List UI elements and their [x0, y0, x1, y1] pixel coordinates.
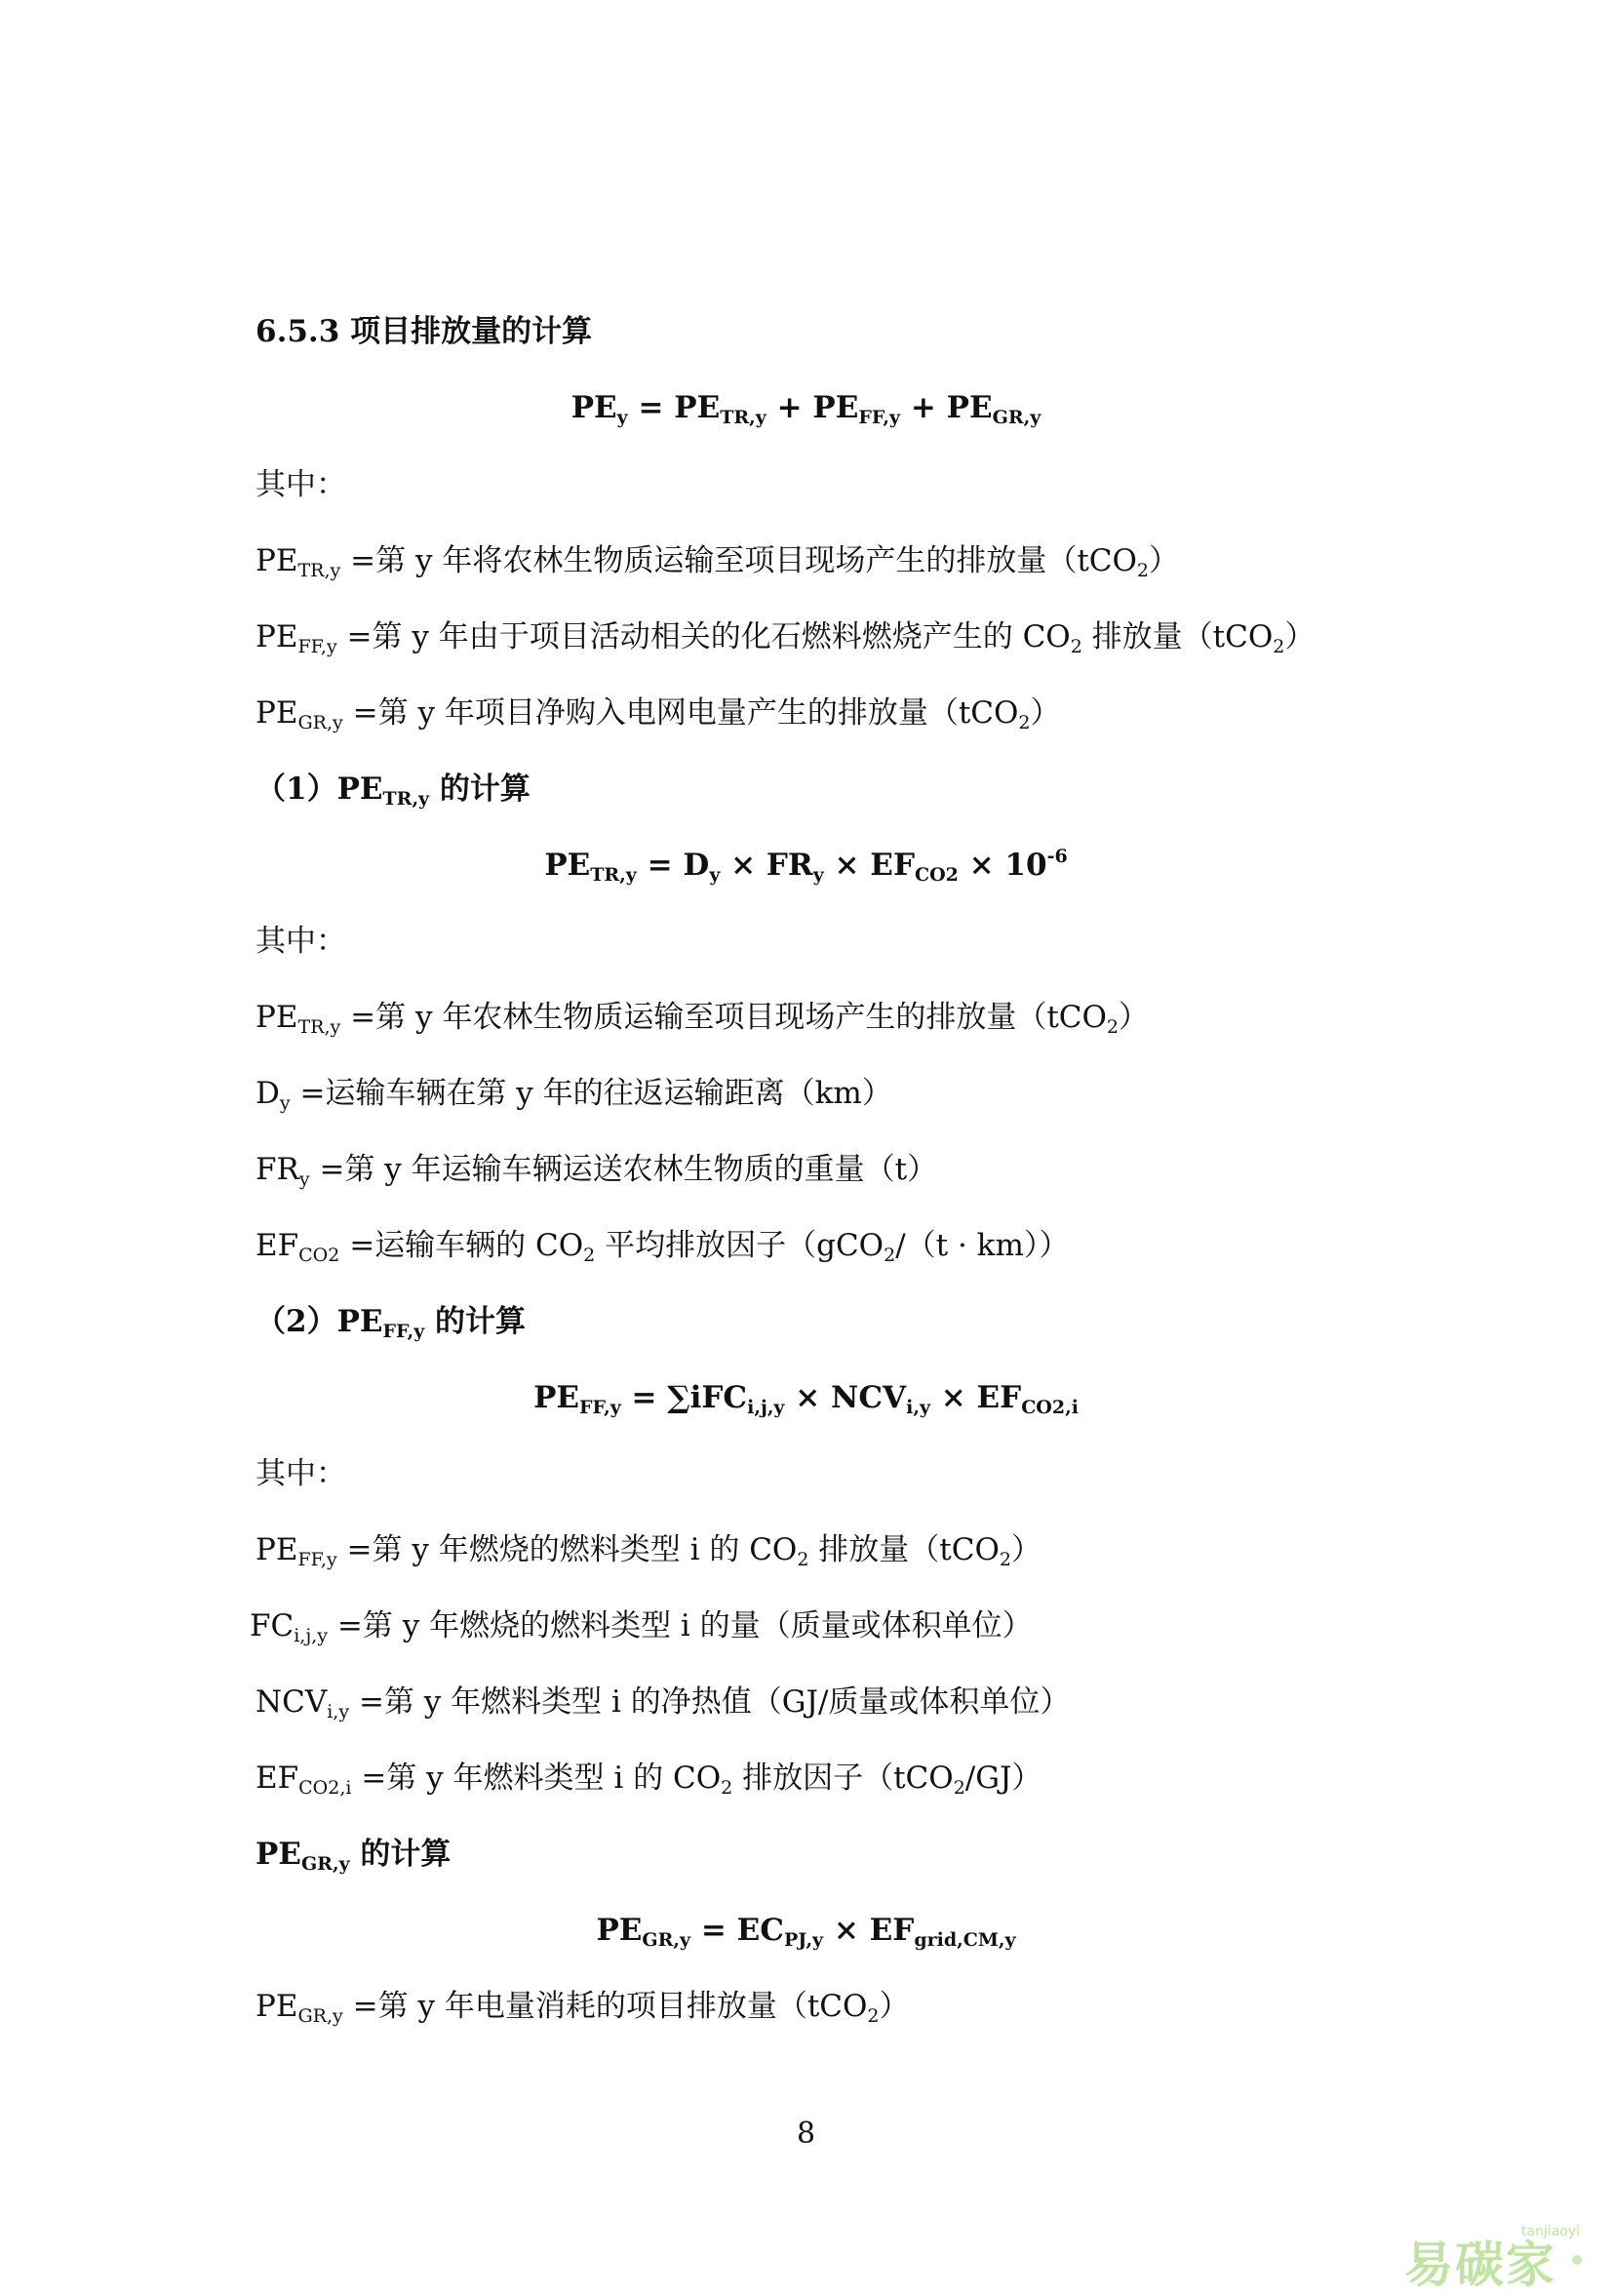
subheading-gr: $PE_{GR,y}$ 的计算	[256, 1837, 452, 1875]
definition-ff-consumption: $FC_{i,j,y}$ =第 y 年燃烧的燃料类型 i 的量（质量或体积单位）	[250, 1608, 1033, 1646]
definition-tr-distance: $D_y$ =运输车辆在第 y 年的往返运输距离（km）	[256, 1076, 892, 1114]
equation-tr: $PE_{TR,y} = D_y \times FR_y \times EF_{CO2} \times 10^{-6}$	[544, 846, 1068, 886]
definition-gr-pe: $PE_{GR,y}$ =第 y 年电量消耗的项目排放量（tCO$_2$）	[256, 1989, 910, 2027]
definition-tr-weight: $FR_y$ =第 y 年运输车辆运送农林生物质的重量（t）	[256, 1152, 938, 1190]
definition-ff-ncv: $NCV_{i,y}$ =第 y 年燃料类型 i 的净热值（GJ/质量或体积单位）	[256, 1684, 1071, 1722]
definition-ff-factor: $EF_{CO2,i}$ =第 y 年燃料类型 i 的 $CO_2$ 排放因子（tCO$_2$/GJ）	[256, 1761, 1042, 1799]
definition-tr-factor: $EF_{CO2}$ =运输车辆的 $CO_2$ 平均排放因子（gCO$_2$/（t · km））	[256, 1228, 1070, 1266]
page-number: 8	[796, 2117, 816, 2151]
definition-tr-pe: $PE_{TR,y}$ =第 y 年农林生物质运输至项目现场产生的排放量（tCO$_2$）	[256, 1000, 1149, 1038]
equation-main: $PE_y = PE_{TR,y} + PE_{FF,y} + PE_{GR,y}$	[570, 390, 1042, 428]
subheading-ff: $(2)PE_{FF,y}$ 的计算	[256, 1304, 527, 1342]
subheading-tr: $(1)PE_{TR,y}$ 的计算	[256, 772, 531, 810]
where-label: 其中：	[256, 467, 346, 502]
section-heading: 6.5.3 项目排放量的计算	[256, 314, 593, 349]
equation-ff: $PE_{FF,y} = \sum iFC_{i,j,y} \times NCV_{i,y} \times EF_{CO2,i}$	[533, 1380, 1079, 1418]
watermark-dot-icon	[1572, 2255, 1582, 2265]
watermark-brand: 易碳家	[1404, 2237, 1556, 2293]
equation-gr: $PE_{GR,y} = EC_{PJ,y} \times EF_{grid,CM,y}$	[596, 1913, 1016, 1951]
definition-pe-ff: $PE_{FF,y}$ =第 y 年由于项目活动相关的化石燃料燃烧产生的 $CO_2$ 排放量（tCO$_2$）	[256, 619, 1316, 657]
where-label: 其中：	[256, 924, 346, 959]
definition-pe-tr: $PE_{TR,y}$ =第 y 年将农林生物质运输至项目现场产生的排放量（tCO$_2$）	[256, 543, 1179, 581]
definition-ff-pe: $PE_{FF,y}$ =第 y 年燃烧的燃料类型 i 的 $CO_2$ 排放量（tCO$_2$）	[256, 1532, 1042, 1570]
where-label: 其中：	[256, 1456, 346, 1491]
definition-pe-gr: $PE_{GR,y}$ =第 y 年项目净购入电网电量产生的排放量（tCO$_2$）	[256, 695, 1061, 733]
watermark-site: tanjiaoyi	[1521, 2224, 1581, 2239]
